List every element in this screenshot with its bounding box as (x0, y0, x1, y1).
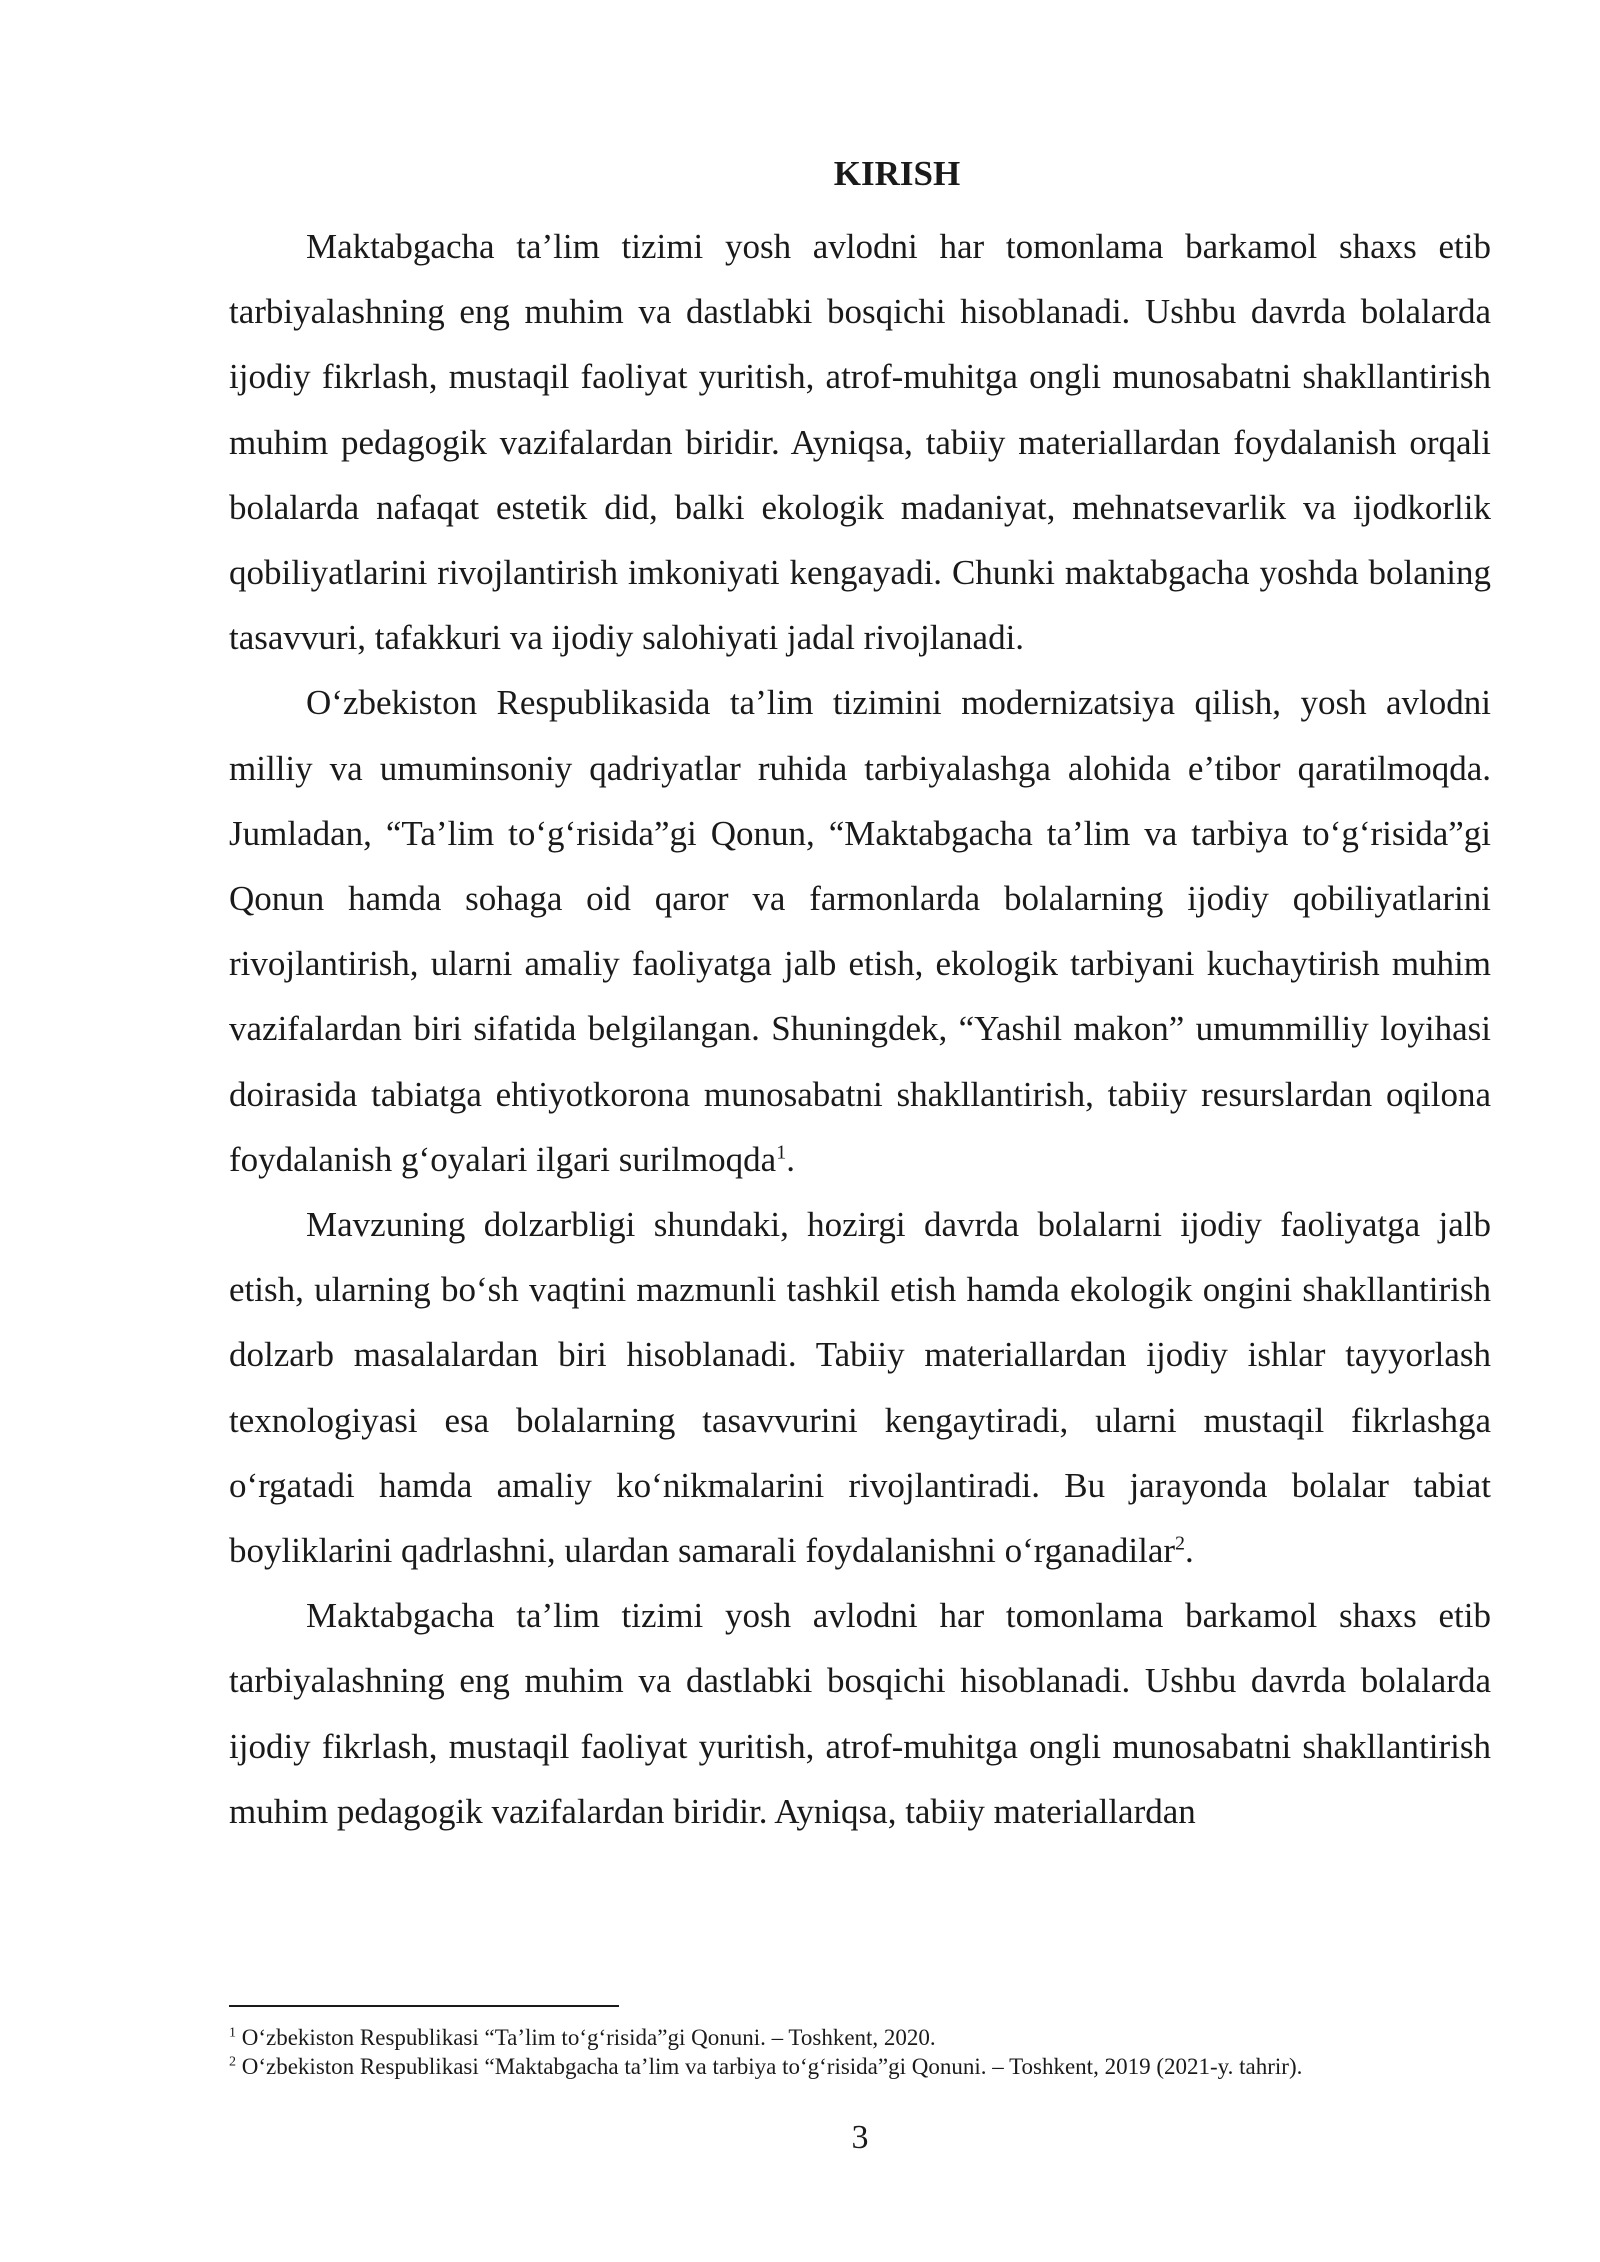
footnote-text: O‘zbekiston Respublikasi “Maktabgacha ta’lim va tarbiya to‘g‘risida”gi Qonuni. – Toshkent, 2019 (2021-y. tahrir). (241, 2054, 1303, 2079)
page-title: KIRISH (833, 154, 961, 193)
footnotes (229, 2023, 1491, 2081)
paragraph-tail: . (786, 1139, 795, 1179)
paragraph-4 (229, 1583, 1491, 1844)
footnote-reference-1[interactable]: 1 (776, 1141, 787, 1164)
footnote-1 (229, 2023, 1491, 2052)
paragraph-text: O‘zbekiston Respublikasida ta’lim tizimini modernizatsiya qilish, yosh avlodni milliy va umuminsoniy qadriyatlar ruhida tarbiyalashga alohida e’tibor qaratilmoqda. Jumladan, “Ta’lim to‘g‘risida”gi Qonun, “Maktabgacha ta’lim va tarbiya to‘g‘risida”gi Qonun hamda sohaga oid qaror va farmonlarda bolalarning ijodiy qobiliyatlarini rivojlantirish, ularni amaliy faoliyatga jalb etish, ekologik tarbiyani kuchaytirish muhim vazifalardan biri sifatida belgilangan. Shuningdek, “Yashil makon” umummilliy loyihasi doirasida tabiatga ehtiyotkorona munosabatni shakllantirish, tabiiy resurslardan oqilona foydalanish g‘oyalari ilgari surilmoqda (229, 683, 1491, 1179)
footnote-mark: 1 (229, 2025, 236, 2041)
paragraph-text: Maktabgacha ta’lim tizimi yosh avlodni har tomonlama barkamol shaxs etib tarbiyalashning eng muhim va dastlabki bosqichi hisoblanadi. Ushbu davrda bolalarda ijodiy fikrlash, mustaqil faoliyat yuritish, atrof-muhitga ongli munosabatni shakllantirish muhim pedagogik vazifalardan biridir. Ayniqsa, tabiiy materiallardan foydalanish orqali bolalarda nafaqat estetik did, balki ekologik madaniyat, mehnatsevarlik va ijodkorlik qobiliyatlarini rivojlantirish imkoniyati kengayadi. Chunki maktabgacha yoshda bolaning tasavvuri, tafakkuri va ijodiy salohiyati jadal rivojlanadi. (229, 227, 1491, 658)
footnote-separator (229, 2005, 619, 2007)
footnote-text: O‘zbekiston Respublikasi “Ta’lim to‘g‘risida”gi Qonuni. – Toshkent, 2020. (241, 2025, 936, 2050)
paragraph-1 (229, 214, 1491, 670)
paragraph-tail: . (1185, 1531, 1194, 1571)
paragraph-2 (229, 670, 1491, 1192)
footnote-reference-2[interactable]: 2 (1175, 1532, 1186, 1555)
body-text (229, 214, 1491, 1844)
page-number: 3 (851, 2119, 869, 2156)
paragraph-3 (229, 1192, 1491, 1583)
footnote-2 (229, 2052, 1491, 2081)
paragraph-text: Mavzuning dolzarbligi shundaki, hozirgi davrda bolalarni ijodiy faoliyatga jalb etish, ularning bo‘sh vaqtini mazmunli tashkil etish hamda ekologik ongini shakllantirish dolzarb masalalardan biri hisoblanadi. Tabiiy materiallardan ijodiy ishlar tayyorlash texnologiyasi esa bolalarning tasavvurini kengaytiradi, ularni mustaqil fikrlashga o‘rgatadi hamda amaliy ko‘nikmalarini rivojlantiradi. Bu jarayonda bolalar tabiat boyliklarini qadrlashni, ulardan samarali foydalanishni o‘rganadilar (229, 1205, 1491, 1571)
paragraph-text: Maktabgacha ta’lim tizimi yosh avlodni har tomonlama barkamol shaxs etib tarbiyalashning eng muhim va dastlabki bosqichi hisoblanadi. Ushbu davrda bolalarda ijodiy fikrlash, mustaqil faoliyat yuritish, atrof-muhitga ongli munosabatni shakllantirish muhim pedagogik vazifalardan biridir. Ayniqsa, tabiiy materiallardan (229, 1596, 1491, 1831)
footnote-mark: 2 (229, 2054, 236, 2070)
